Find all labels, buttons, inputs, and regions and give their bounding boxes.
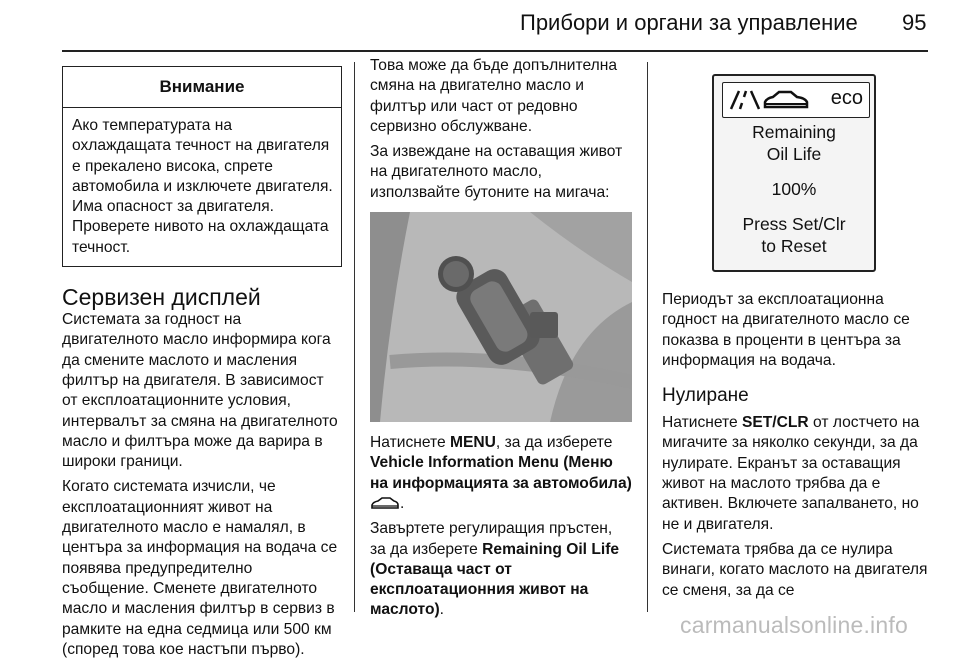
paragraph: Системата трябва да се нулира винаги, когато маслото на двигателя се сменя, за да се <box>662 540 928 599</box>
text-segment: Натиснете <box>662 414 742 432</box>
display-text-oil-life: Oil Life <box>766 144 822 164</box>
paragraph: Това може да бъде допълнителна смяна на двигателно масло и филтър или част от редовно сервизно обслужване. <box>370 57 618 135</box>
display-frame <box>712 74 876 272</box>
section-title-service-display: Сервизен дисплей <box>62 284 261 311</box>
text-segment: . <box>400 494 405 512</box>
header-rule <box>62 50 928 52</box>
turn-signal-lever-photo <box>370 212 632 422</box>
lane-car-icon <box>727 83 817 117</box>
warning-heading: Внимание <box>63 67 341 108</box>
watermark: carmanualsonline.info <box>680 612 908 638</box>
set-clr-button-label: SET/CLR <box>741 414 809 432</box>
text-segment: Натиснете <box>370 434 450 452</box>
page-header-title: Прибори и органи за управление <box>520 10 858 35</box>
column-divider-2 <box>647 62 648 612</box>
section-title-reset: Нулиране <box>662 385 749 407</box>
paragraph-reset-instruction <box>662 413 928 535</box>
text-segment: , за да изберете <box>495 434 613 452</box>
text-segment: . <box>439 601 445 619</box>
paragraph: Периодът за експлоатационна годност на двигателното масло се показва в проценти в центъра за информация на водача. <box>662 291 910 369</box>
paragraph: За извеждане на оставащия живот на двигателното масло, използвайте бутоните на мигача: <box>370 143 623 201</box>
display-percent: 100% <box>771 179 817 199</box>
menu-button-label: MENU <box>449 434 496 452</box>
column-2 <box>370 56 632 621</box>
page-number: 95 <box>902 10 927 35</box>
vehicle-info-menu-label: Vehicle Information Menu (Меню на информацията за автомобила) <box>370 454 632 492</box>
column-3 <box>662 66 928 601</box>
warning-box <box>62 66 342 267</box>
paragraph-ring-instruction <box>370 519 632 620</box>
display-icon-bar <box>722 82 870 118</box>
display-text-remaining: Remaining <box>752 122 836 142</box>
display-text-reset: to Reset <box>761 236 827 256</box>
display-text-press: Press Set/Clr <box>742 214 846 234</box>
car-icon <box>370 496 400 512</box>
driver-info-display-illustration <box>662 66 928 276</box>
paragraph: Когато системата изчисли, че експлоатационният живот на двигателното масло е намалял, в центъра за информация на водача се появява предупредително съобщение. Сменете двигателното масло и масления филтър в сервиз в рамките на една седмица или 500 км (според това кое настъпи първо). <box>62 478 338 658</box>
remaining-oil-life-label: Remaining Oil Life (Оставаща част от експлоатационния живот на маслото) <box>370 540 620 619</box>
paragraph: Системата за годност на двигателното масло информира кога да смените маслото и масления филтър на двигателя. В зависимост от експлоатационните условия, интервалът за смяна на двигателното масло и филтъра може да варира в широки граници. <box>62 311 338 471</box>
paragraph-menu-instruction <box>370 433 632 514</box>
eco-indicator: eco <box>830 87 863 109</box>
text-segment: Завъртете регулиращия пръстен, за да изберете <box>370 520 613 558</box>
text-segment: от лостчето на мигачите за няколко секунди, за да нулирате. Екранът за оставащия живот на маслото трябва да е активен. Включете запалването, но не и двигателя. <box>662 414 920 533</box>
column-1 <box>62 66 342 660</box>
warning-text: Ако температурата на охлаждащата течност на двигателя е прекалено висока, спрете автомобила и изключете двигателя. Има опасност за двигателя. Проверете нивото на охлаждащата течност. <box>72 117 333 256</box>
lever-illustration <box>370 212 632 422</box>
column-divider-1 <box>354 62 355 612</box>
